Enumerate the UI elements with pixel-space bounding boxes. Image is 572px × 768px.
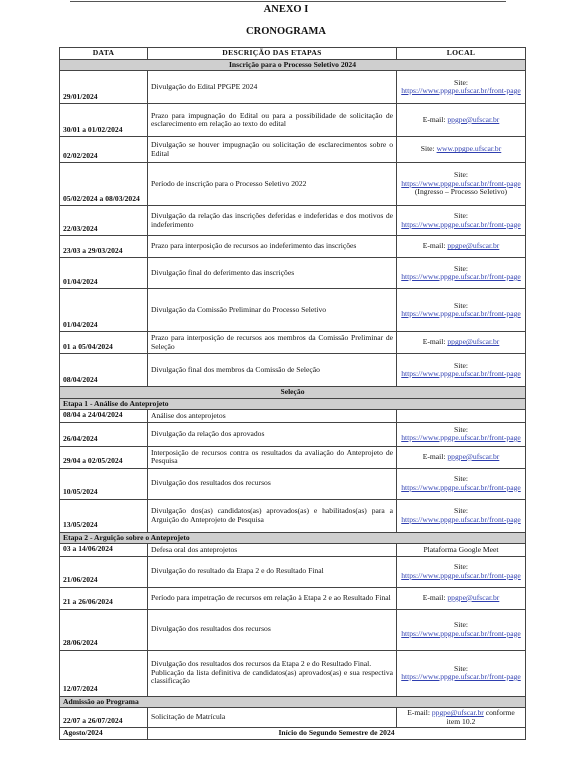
date-cell: 21 a 26/06/2024 <box>60 587 148 609</box>
location-label: Site: <box>454 474 468 483</box>
table-row <box>60 587 526 609</box>
location-link[interactable]: ppgpe@ufscar.br <box>447 592 500 602</box>
date-cell: 02/02/2024 <box>60 137 148 163</box>
table-row <box>60 410 526 423</box>
description-text: Divulgação final dos membros da Comissão de Seleção <box>151 364 320 374</box>
table-row <box>60 163 526 206</box>
description-cell <box>148 137 397 163</box>
date-cell: 22/07 a 26/07/2024 <box>60 708 148 728</box>
table-row <box>60 708 526 728</box>
location-cell <box>397 289 526 332</box>
location-link[interactable]: https://www.ppgpe.ufscar.br/front-page <box>401 272 521 281</box>
location-label: E-mail: <box>407 708 430 717</box>
description-cell <box>148 422 397 446</box>
description-cell <box>148 544 397 557</box>
location-label: E-mail: <box>422 114 446 124</box>
description-cell <box>148 71 397 104</box>
description-text: Divulgação do resultado da Etapa 2 e do Resultado Final <box>151 566 324 576</box>
location-link[interactable]: ppgpe@ufscar.br <box>447 451 500 461</box>
section-heading-inscricao: Inscrição para o Processo Seletivo 2024 <box>60 59 526 71</box>
date-cell: 03 a 14/06/2024 <box>60 544 148 557</box>
top-rule <box>70 1 506 2</box>
location-cell <box>397 708 526 728</box>
col-header-data: DATA <box>60 48 148 60</box>
location-link[interactable]: https://www.ppgpe.ufscar.br/front-page <box>401 219 521 229</box>
location-label: Site: <box>454 263 468 273</box>
col-header-desc: DESCRIÇÃO DAS ETAPAS <box>148 48 397 60</box>
location-cell <box>397 609 526 650</box>
location-label: E-mail: <box>422 451 446 461</box>
description-text: Análise dos anteprojetos <box>151 410 226 420</box>
description-text: Divulgação dos(as) candidatos(as) aprovados(as) e habilitados(as) para a Arguição do Anteprojeto de Pesquisa <box>151 506 393 524</box>
location-link[interactable]: ppgpe@ufscar.br <box>431 708 484 717</box>
date-cell: 01/04/2024 <box>60 258 148 289</box>
page-title: CRONOGRAMA <box>246 26 326 37</box>
location-cell <box>397 163 526 206</box>
description-text: Defesa oral dos anteprojetos <box>151 544 238 554</box>
date-cell: 28/06/2024 <box>60 609 148 650</box>
location-cell <box>397 446 526 468</box>
date-cell: 05/02/2024 a 08/03/2024 <box>60 163 148 206</box>
location-link[interactable]: https://www.ppgpe.ufscar.br/front-page <box>401 178 521 188</box>
date-cell: 08/04 a 24/04/2024 <box>60 410 148 423</box>
location-cell <box>397 587 526 609</box>
location-link[interactable]: ppgpe@ufscar.br <box>447 337 500 347</box>
description-text: Divulgação final do deferimento das inscrições <box>151 267 295 277</box>
location-link[interactable]: https://www.ppgpe.ufscar.br/front-page <box>401 86 521 95</box>
table-row <box>60 71 526 104</box>
location-label: E-mail: <box>422 337 446 347</box>
description-cell <box>148 556 397 587</box>
description-text: Divulgação do Edital PPGPE 2024 <box>151 81 258 91</box>
location-link[interactable]: https://www.ppgpe.ufscar.br/front-page <box>401 570 521 580</box>
description-text: Prazo para interposição de recursos ao indeferimento das inscrições <box>151 241 357 251</box>
location-label: Site: <box>454 170 468 180</box>
description-text: Divulgação se houver impugnação ou solicitação de esclarecimentos sobre o Edital <box>151 140 393 158</box>
description-text: Prazo para impugnação do Edital ou para a possibilidade de solicitação de esclarecimento em relação ao texto do edital <box>151 110 393 128</box>
admissao-heading: Admissão ao Programa <box>60 696 526 708</box>
location-cell <box>397 410 526 423</box>
description-cell <box>148 587 397 609</box>
description-cell <box>148 236 397 258</box>
date-cell: 23/03 a 29/03/2024 <box>60 236 148 258</box>
date-cell: Agosto/2024 <box>60 728 148 740</box>
date-cell: 29/04 a 02/05/2024 <box>60 446 148 468</box>
location-label: Site: <box>454 77 468 87</box>
location-link[interactable]: ppgpe@ufscar.br <box>447 114 500 124</box>
col-header-local: LOCAL <box>397 48 526 60</box>
location-link[interactable]: https://www.ppgpe.ufscar.br/front-page <box>401 369 521 378</box>
date-cell: 01 a 05/04/2024 <box>60 332 148 354</box>
location-cell <box>397 468 526 499</box>
location-note: conforme item 10.2 <box>446 708 515 726</box>
description-cell <box>148 332 397 354</box>
description-cell <box>148 104 397 137</box>
table-row <box>60 137 526 163</box>
description-cell <box>148 258 397 289</box>
location-cell <box>397 499 526 532</box>
description-text: Divulgação da relação dos aprovados <box>151 428 265 438</box>
date-cell: 01/04/2024 <box>60 289 148 332</box>
section-heading-selecao: Seleção <box>60 387 526 399</box>
schedule-table <box>59 47 526 740</box>
location-link[interactable]: https://www.ppgpe.ufscar.br/front-page <box>401 309 521 318</box>
description-text: Prazo para interposição de recursos aos membros da Comissão Preliminar de Seleção <box>151 333 393 351</box>
description-cell <box>148 708 397 728</box>
table-row <box>60 332 526 354</box>
location-cell <box>397 104 526 137</box>
location-cell <box>397 354 526 387</box>
description-cell <box>148 499 397 532</box>
location-label: Site: <box>454 506 468 515</box>
location-label: Site: <box>454 562 468 571</box>
location-cell <box>397 544 526 557</box>
description-text: Divulgação da relação das inscrições deferidas e indeferidas e dos motivos de indeferimento <box>151 211 393 229</box>
date-cell: 12/07/2024 <box>60 650 148 696</box>
table-row <box>60 544 526 557</box>
location-cell <box>397 650 526 696</box>
location-label: Site: <box>454 360 468 370</box>
annex-heading: ANEXO I <box>263 4 309 15</box>
table-row <box>60 104 526 137</box>
date-cell: 08/04/2024 <box>60 354 148 387</box>
table-row <box>60 728 526 740</box>
description-text-2: Publicação da lista definitiva de candidatos(as) aprovados(as) e sua respectiva classificação <box>151 667 393 686</box>
location-link[interactable]: https://www.ppgpe.ufscar.br/front-page <box>401 482 521 492</box>
table-row <box>60 236 526 258</box>
description-cell <box>148 468 397 499</box>
description-text: Divulgação dos resultados dos recursos <box>151 478 271 488</box>
table-row <box>60 609 526 650</box>
location-link[interactable]: https://www.ppgpe.ufscar.br/front-page <box>401 628 521 638</box>
location-label: E-mail: <box>422 592 446 602</box>
description-text: Período de inscrição para o Processo Seletivo 2022 <box>151 178 307 188</box>
date-cell: 30/01 a 01/02/2024 <box>60 104 148 137</box>
description-cell <box>148 163 397 206</box>
location-label: Site: <box>454 300 468 310</box>
description-cell <box>148 354 397 387</box>
location-note: (Ingresso – Processo Seletivo) <box>414 187 508 197</box>
description-cell <box>148 609 397 650</box>
location-cell <box>397 236 526 258</box>
table-row <box>60 499 526 532</box>
table-row <box>60 650 526 696</box>
location-cell <box>397 206 526 236</box>
table-row <box>60 446 526 468</box>
location-cell <box>397 422 526 446</box>
location-link[interactable]: https://www.ppgpe.ufscar.br/front-page <box>401 433 521 442</box>
location-label: E-mail: <box>422 241 446 251</box>
location-label: Site: <box>454 663 468 673</box>
etapa2-heading: Etapa 2 - Arguição sobre o Anteprojeto <box>60 532 526 544</box>
description-text: Período para impetração de recursos em relação à Etapa 2 e ao Resultado Final <box>151 592 391 602</box>
description-cell <box>148 650 397 696</box>
location-label: Site: <box>454 424 468 434</box>
location-label: Site: <box>454 620 468 629</box>
description-text: Divulgação da Comissão Preliminar do Processo Seletivo <box>151 304 327 314</box>
location-link[interactable]: https://www.ppgpe.ufscar.br/front-page <box>401 514 521 524</box>
date-cell: 13/05/2024 <box>60 499 148 532</box>
location-link[interactable]: www.ppgpe.ufscar.br <box>436 144 502 154</box>
table-row <box>60 258 526 289</box>
description-cell <box>148 206 397 236</box>
table-row <box>60 206 526 236</box>
table-row <box>60 289 526 332</box>
table-row <box>60 354 526 387</box>
description-cell <box>148 446 397 468</box>
location-cell <box>397 71 526 104</box>
location-cell <box>397 556 526 587</box>
date-cell: 29/01/2024 <box>60 71 148 104</box>
location-cell <box>397 258 526 289</box>
description-cell <box>148 410 397 423</box>
table-row <box>60 556 526 587</box>
location-cell <box>397 137 526 163</box>
description-text: Divulgação dos resultados dos recursos da Etapa 2 e do Resultado Final. <box>151 659 372 669</box>
date-cell: 26/04/2024 <box>60 422 148 446</box>
date-cell: 22/03/2024 <box>60 206 148 236</box>
location-label: Plataforma Google Meet <box>423 544 499 554</box>
location-link[interactable]: ppgpe@ufscar.br <box>447 241 500 251</box>
description-cell <box>148 289 397 332</box>
location-label: Site: <box>420 144 435 154</box>
location-link[interactable]: https://www.ppgpe.ufscar.br/front-page <box>401 672 521 681</box>
date-cell: 21/06/2024 <box>60 556 148 587</box>
table-row <box>60 468 526 499</box>
description-text: Divulgação dos resultados dos recursos <box>151 624 271 634</box>
date-cell: 10/05/2024 <box>60 468 148 499</box>
description-text: Solicitação de Matrícula <box>151 712 226 722</box>
location-cell <box>397 332 526 354</box>
etapa1-heading: Etapa 1 - Análise do Anteprojeto <box>60 398 526 410</box>
description-text: Interposição de recursos contra os resultados da avaliação do Anteprojeto de Pesquisa <box>151 447 393 465</box>
location-label: Site: <box>454 211 468 220</box>
table-row <box>60 422 526 446</box>
description-cell: Início do Segundo Semestre de 2024 <box>148 728 526 740</box>
